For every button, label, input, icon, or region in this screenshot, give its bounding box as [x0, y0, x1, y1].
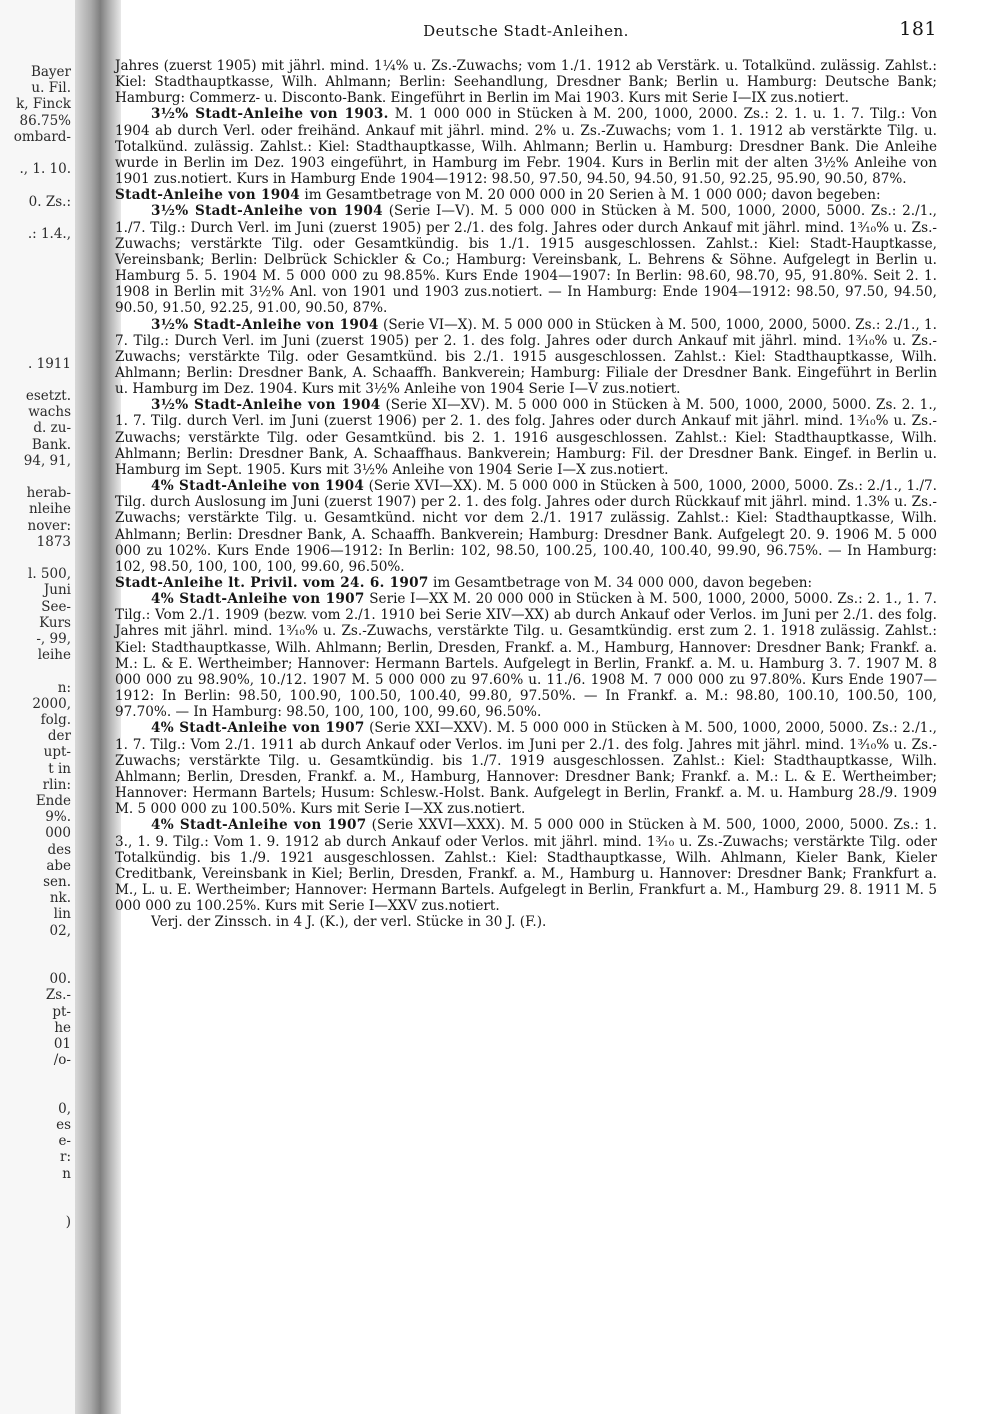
gutter-text-line: leihe	[37, 647, 71, 664]
gutter-text-line: sen.	[43, 874, 71, 890]
gutter-text-line: upt-	[43, 744, 71, 761]
entry-heading: Stadt-Anleihe lt. Privil. vom 24. 6. 1907	[115, 575, 429, 591]
facing-page-fragment	[0, 0, 75, 1414]
gutter-text-line: 000	[45, 825, 71, 842]
entry-paragraph	[115, 720, 937, 817]
gutter-text-line: e-	[58, 1133, 71, 1150]
gutter-text-line: 01	[53, 1036, 71, 1052]
gutter-text-line: herab-	[26, 485, 71, 502]
gutter-text-line: Zs.-	[45, 987, 71, 1004]
gutter-text-line: . 1911	[28, 355, 71, 372]
gutter-text-line: r:	[59, 1149, 71, 1166]
gutter-text-line: he	[54, 1019, 71, 1036]
running-title: Deutsche Stadt-Anleihen.	[423, 22, 629, 40]
entry-heading: 4% Stadt-Anleihe von 1907	[151, 817, 367, 834]
entry-paragraph	[115, 203, 937, 316]
gutter-text-line: -, 99,	[36, 631, 71, 647]
entry-text: M. 1 000 000 in Stücken à M. 200, 1000, 2000. Zs.: 2. 1. u. 1. 7. Tilg.: Von 1904 ab durch Verl. oder freihänd. Ankauf mit jährl. mind. 2% u. Zs.-Zuwachs; vom 1. 1. 1912 ab verstärkte Tilg. u. Totalkünd. zulässig. Zahlst.: Kiel: Stadthauptkasse, Wilh. Ahlmann; Berlin u. Hamburg: Dresdner Bank. Die Anleihe wurde in Berlin im Dez. 1903 eingeführt, in Hamburg im Febr. 1904. Kurs in Berlin mit der alten 3½% Anleihe von 1901 zus.notiert. Kurs in Hamburg Ende 1904—1912: 98.50, 97.50, 94.50, 94.50, 91.50, 92.25, 95.90, 90.50, 87%.	[115, 106, 937, 188]
gutter-text-line: Bank.	[31, 436, 71, 453]
gutter-text-line: Kurs	[39, 614, 71, 631]
gutter-text-line: nleihe	[28, 501, 71, 518]
gutter-text-line: folg.	[40, 712, 71, 728]
gutter-text-line: des	[47, 841, 71, 858]
gutter-text-line: l. 500,	[28, 566, 71, 583]
running-header	[115, 18, 937, 48]
entry-heading: 4% Stadt-Anleihe von 1907	[151, 591, 365, 608]
entry-text: im Gesamtbetrage von M. 20 000 000 in 20 Serien à M. 1 000 000; davon begeben:	[304, 187, 881, 204]
entry-text: (Serie XI—XV). M. 5 000 000 in Stücken à M. 500, 1000, 2000, 5000. Zs. 2. 1., 1. 7. Tilg. durch Verl. im Juni (zuerst 1906) per 2. 1. des folg. Jahres oder durch Ankauf mit jährl. mind. 1³⁄₁₀% u. Zs.-Zuwachs; verstärkte Tilg. oder Gesamtkünd. bis 2. 1. 1916 ausgeschlossen. Zahlst.: Kiel: Stadthauptkasse, Wilh. Ahlmann; Berlin: Dresdner Bank, A. Schaaffhaus. Bankverein; Hamburg: Fil. der Dresdner Bank. Eingef. in Berlin u. Hamburg im Sept. 1905. Kurs mit 3½% Anleihe von 1904 Serie I—X zus.notiert.	[115, 397, 937, 478]
gutter-text-line: n:	[57, 679, 71, 696]
gutter-text-line: 94, 91,	[23, 452, 71, 469]
gutter-text-line: 86.75%	[19, 112, 71, 129]
entry-paragraph	[115, 817, 937, 914]
entry-text: im Gesamtbetrage von M. 34 000 000, davon begeben:	[433, 575, 813, 591]
entry-heading: 3½% Stadt-Anleihe von 1904	[151, 397, 381, 414]
entry-paragraph	[115, 106, 937, 187]
gutter-text-line: der	[47, 728, 71, 745]
entry-text: (Serie XXVI—XXX). M. 5 000 000 in Stücken à M. 500, 1000, 2000, 5000. Zs.: 1. 3., 1. 9. Tilg.: Vom 1. 9. 1912 ab durch Ankauf oder Verlos. mit jährl. mind. 1³⁄₁₀ u. Zs.-Zuwachs; verstärkte Tilg. oder Totalkündig. bis 1./9. 1921 ausgeschlossen. Zahlst.: Kiel: Stadthauptkasse, Wilh. Ahlmann, Kieler Bank, Kieler Creditbank, Vereinsbank in Kiel; Berlin, Dresden, Frankf. a. M., Hamburg u. Hannover: Dresdner Bank; Frankfurt a. M., L. u. E. Wertheimber; Hannover: Hermann Bartels. Aufgelegt in Berlin, Frankfurt a. M., Hamburg 29. 8. 1911 M. 5 000 000 zu 100.25%. Kurs mit Serie I—XXV zus.notiert.	[115, 817, 937, 915]
entry-paragraph	[115, 187, 937, 203]
entry-paragraph	[115, 397, 937, 478]
page-number: 181	[899, 18, 937, 40]
gutter-text-line: es	[56, 1117, 71, 1133]
entry-paragraph	[115, 591, 937, 720]
gutter-text-line: u. Fil.	[31, 80, 71, 97]
gutter-text-line: lin	[53, 906, 71, 923]
gutter-text-line: See-	[41, 598, 71, 615]
gutter-text-line: )	[65, 1214, 71, 1231]
gutter-text-line: t in	[48, 760, 71, 777]
entry-heading: 3½% Stadt-Anleihe von 1903.	[151, 106, 389, 123]
entry-text: (Serie XVI—XX). M. 5 000 000 in Stücken à 500, 1000, 2000, 5000. Zs.: 2./1., 1./7. Tilg. durch Auslosung im Juni (zuerst 1907) per 2. 1. des folg. Jahres oder durch Rückkauf mit jährl. mind. 1.3% u. Zs.-Zuwachs; verstärkte Tilg. u. Gesamtkünd. nicht vor dem 2./1. 1917 zulässig. Zahlst.: Kiel: Stadthauptkasse, Wilh. Ahlmann; Berlin: Dresdner Bank, A. Schaaffh. Bankverein; Hamburg: Dresdner Bank. Aufgelegt 20. 9. 1906 M. 5 000 000 zu 102%. Kurs Ende 1906—1912: In Berlin: 102, 98.50, 100.25, 100.40, 100.40, 99.90, 96.75%. — In Hamburg: 102, 98.50, 100, 100, 100, 99.60, 96.50%.	[115, 478, 937, 575]
gutter-text-line: 0,	[58, 1100, 71, 1117]
gutter-text-line: 0. Zs.:	[28, 193, 71, 210]
entry-paragraph	[115, 58, 937, 106]
gutter-text-line: abe	[46, 857, 71, 874]
gutter-text-line: k, Finck	[16, 96, 71, 113]
gutter-text-line: 2000,	[32, 695, 71, 712]
gutter-text-line: .: 1.4.,	[27, 226, 71, 242]
entry-heading: 4% Stadt-Anleihe von 1904	[151, 478, 365, 495]
entry-heading: Stadt-Anleihe von 1904	[115, 187, 301, 204]
gutter-text-line: pt-	[52, 1003, 71, 1020]
gutter-text-line: 9%.	[45, 809, 71, 826]
gutter-text-line: Ende	[35, 793, 71, 809]
entry-text: (Serie XXI—XXV). M. 5 000 000 in Stücken à M. 500, 1000, 2000, 5000. Zs.: 2./1., 1. 7. Tilg.: Vom 2./1. 1911 ab durch Ankauf oder Verlos. im Juni per 2./1. des folg. Jahres mit jährl. mind. 1³⁄₁₀% u. Zs.-Zuwachs; verstärkte Tilg. u. Gesamtkündig. bis 1./7. 1919 ausgeschlossen. Zahlst.: Kiel: Stadthauptkasse, Wilh. Ahlmann; Berlin, Dresden, Frankf. a. M., Hamburg, Hannover: Dresdner Bank; Frankf. a. M.: L. & E. Wertheimber; Hannover: Hermann Bartels; Husum: Schlesw.-Holst. Bank. Aufgelegt in Berlin, Frankf. a. M. u. Hamburg 28./9. 1909 M. 5 000 000 zu 100.50%. Kurs mit Serie I—XX zus.notiert.	[115, 720, 937, 818]
gutter-text-line: nover:	[27, 517, 71, 534]
gutter-text-line: d. zu-	[33, 420, 71, 437]
gutter-text-line: Juni	[43, 582, 71, 599]
gutter-text-line: rlin:	[42, 776, 71, 793]
text-body	[115, 58, 937, 930]
entry-heading: 3½% Stadt-Anleihe von 1904	[151, 316, 379, 333]
gutter-text-line: /o-	[53, 1052, 71, 1069]
gutter-text-line: 1873	[36, 533, 71, 550]
gutter-text-line: ombard-	[13, 128, 71, 145]
gutter-text-line: wachs	[28, 404, 71, 421]
gutter-text-line: nk.	[49, 890, 71, 907]
entry-text: (Serie VI—X). M. 5 000 000 in Stücken à M. 500, 1000, 2000, 5000. Zs.: 2./1., 1. 7. Tilg.: Durch Verl. im Juni (zuerst 1905) per 2. 1. des folg. Jahres oder durch Ankauf mit jährl. mind. 1³⁄₁₀% u. Zs.-Zuwachs; verstärkte Tilg. oder Gesamtkünd. bis 2./1. 1915 ausgeschlossen. Zahlst.: Kiel: Stadthauptkasse, Wilh. Ahlmann; Berlin: Dresdner Bank, A. Schaaffh. Bankverein; Hamburg: Filiale der Dresdner Bank. Eingeführt in Berlin u. Hamburg im Dez. 1904. Kurs mit 3½% Anleihe von 1904 Serie I—V zus.notiert.	[115, 316, 938, 398]
gutter-text-line: n	[62, 1165, 71, 1182]
entry-text: Serie I—XX M. 20 000 000 in Stücken à M. 500, 1000, 2000, 5000. Zs.: 2. 1., 1. 7. Tilg.: Vom 2./1. 1909 (bezw. vom 2./1. 1910 bei Serie XIV—XX) ab durch Ankauf oder Verlos. im Juni per 2./1. des folg. Jahres mit jährl. mind. 1³⁄₁₀% u. Zs.-Zuwachs, verstärkte Tilg. u. Gesamtkündig. erst zum 2. 1. 1918 zulässig. Zahlst.: Kiel: Stadthauptkasse, Wilh. Ahlmann; Berlin, Dresden, Frankf. a. M., Hamburg, Hannover: Dresdner Bank; Frankf. a. M.: L. & E. Wertheimber; Hannover: Hermann Bartels. Aufgelegt in Berlin, Frankf. a. M. u. Hamburg 3. 7. 1907 M. 8 000 000 zu 98.90%, 10./12. 1907 M. 5 000 000 zu 97.60% u. 11./6. 1908 M. 7 000 000 zu 97.80%. Kurs Ende 1907—1912: In Berlin: 98.50, 100.90, 100.50, 100.40, 99.80, 97.50%. — In Frankf. a. M.: 98.80, 100.10, 100.50, 100, 97.70%. — In Hamburg: 98.50, 100, 100, 100, 99.60, 96.50%.	[115, 591, 937, 721]
entry-text: Jahres (zuerst 1905) mit jährl. mind. 1¼% u. Zs.-Zuwachs; vom 1./1. 1912 ab Verstärk. u. Totalkünd. zulässig. Zahlst.: Kiel: Stadthauptkasse, Wilh. Ahlmann; Berlin: Seehandlung, Dresdner Bank; Berlin u. Hamburg: Deutsche Bank; Hamburg: Commerz- u. Disconto-Bank. Eingeführt in Berlin im Mai 1903. Kurs mit Serie I—IX zus.notiert.	[115, 58, 937, 107]
entry-text: Verj. der Zinssch. in 4 J. (K.), der verl. Stücke in 30 J. (F.).	[151, 914, 547, 931]
page	[115, 18, 938, 931]
gutter-text-line: 02,	[49, 922, 71, 939]
gutter-text-line: 00.	[49, 971, 71, 988]
entry-paragraph	[115, 317, 937, 398]
gutter-text-line: ., 1. 10.	[19, 161, 71, 178]
entry-paragraph	[115, 914, 937, 930]
entry-heading: 3½% Stadt-Anleihe von 1904	[151, 203, 383, 220]
entry-text: (Serie I—V). M. 5 000 000 in Stücken à M. 500, 1000, 2000, 5000. Zs.: 2./1., 1./7. Tilg.: Durch Verl. im Juni (zuerst 1905) per 2./1. des folg. Jahres oder durch Ankauf mit jährl. mind. 1³⁄₁₀% u. Zs.-Zuwachs; verstärkte Tilg. oder Gesamtkündig. bis 1./1. 1915 ausgeschlossen. Zahlst.: Kiel: Stadt-Hauptkasse, Vereinsbank; Berlin: Delbrück Schickler & Co.; Hamburg: Vereinsbank, L. Behrens & Söhne. Aufgelegt in Berlin u. Hamburg 5. 5. 1904 M. 5 000 000 zu 98.85%. Kurs Ende 1904—1907: In Berlin: 98.60, 98.70, 95, 91.80%. Seit 2. 1. 1908 in Berlin mit 3½% Anl. von 1901 und 1903 zus.notiert. — In Hamburg: Ende 1904—1912: 98.50, 97.50, 94.50, 90.50, 91.50, 92.25, 91.00, 90.50, 87%.	[115, 203, 937, 317]
entry-paragraph	[115, 478, 937, 575]
gutter-text-line: esetzt.	[25, 388, 71, 404]
gutter-text-line: Bayer	[30, 64, 71, 80]
entry-heading: 4% Stadt-Anleihe von 1907	[151, 720, 365, 737]
entry-paragraph	[115, 575, 937, 591]
